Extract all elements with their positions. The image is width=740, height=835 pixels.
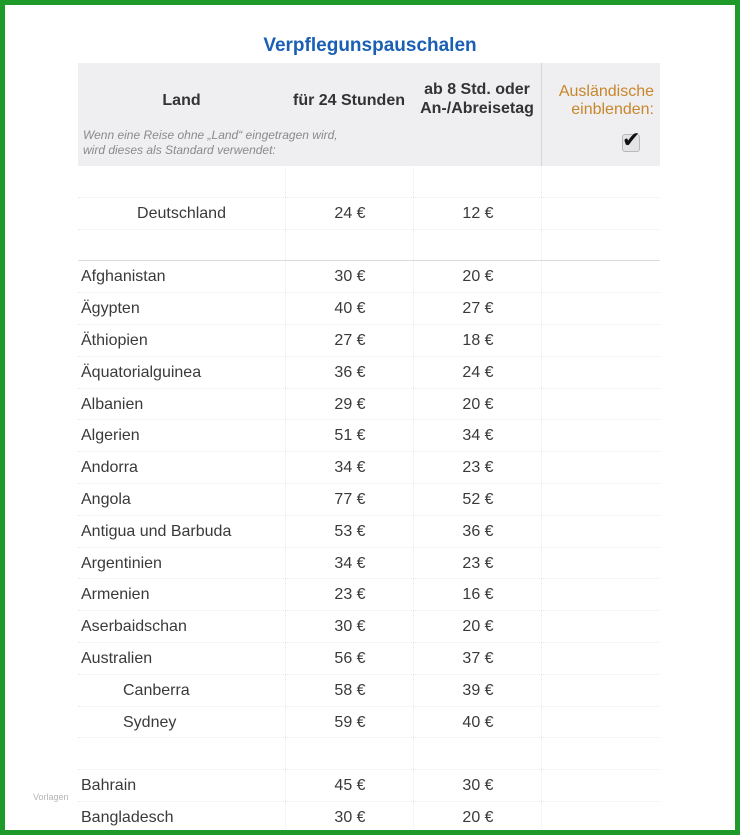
- table-row[interactable]: [78, 261, 660, 293]
- rate-24h: 27 €: [285, 325, 414, 356]
- country-name: [81, 738, 285, 769]
- rate-8h: 36 €: [413, 516, 542, 547]
- extra-cell: [541, 230, 660, 261]
- rate-8h: 16 €: [413, 579, 542, 610]
- rate-8h: [413, 166, 542, 197]
- table-row[interactable]: [78, 420, 660, 452]
- allowance-table: [78, 63, 660, 835]
- rate-8h: 20 €: [413, 802, 542, 833]
- table-row[interactable]: [78, 548, 660, 580]
- rate-24h: 30 €: [285, 611, 414, 642]
- country-name: Antigua und Barbuda: [81, 522, 232, 540]
- country-name: Äthiopien: [81, 331, 148, 349]
- extra-cell: [541, 611, 660, 642]
- table-row[interactable]: [78, 484, 660, 516]
- table-row[interactable]: [78, 325, 660, 357]
- table-row[interactable]: [78, 579, 660, 611]
- rate-24h: 56 €: [285, 643, 414, 674]
- header-24h: für 24 Stunden: [292, 92, 405, 109]
- country-name: Deutschland: [137, 204, 226, 222]
- extra-cell: [541, 198, 660, 229]
- country-name: Andorra: [81, 459, 138, 477]
- extra-cell: [541, 516, 660, 547]
- rate-8h: 12 €: [413, 198, 542, 229]
- foreign-toggle-label: [542, 83, 654, 119]
- header-land: Land: [162, 92, 201, 109]
- extra-cell: [541, 548, 660, 579]
- country-name: Argentinien: [81, 554, 162, 572]
- rate-24h: 34 €: [285, 452, 414, 483]
- table-row[interactable]: [78, 675, 660, 707]
- rate-24h: 53 €: [285, 516, 414, 547]
- extra-cell: [541, 675, 660, 706]
- extra-cell: [541, 325, 660, 356]
- rate-8h: 37 €: [413, 643, 542, 674]
- rate-24h: [285, 738, 414, 769]
- table-row[interactable]: [78, 389, 660, 421]
- foreign-label-line1: Ausländische: [558, 83, 654, 100]
- default-country-note: [83, 128, 383, 158]
- table-row[interactable]: [78, 643, 660, 675]
- rate-8h: 23 €: [413, 452, 542, 483]
- rate-24h: 36 €: [285, 357, 414, 388]
- header-8h: [413, 80, 541, 118]
- rate-24h: 40 €: [285, 293, 414, 324]
- extra-cell: [541, 707, 660, 738]
- country-name: [81, 166, 285, 197]
- table-row[interactable]: [78, 516, 660, 548]
- country-name: Australien: [81, 649, 153, 667]
- rate-8h: 40 €: [413, 707, 542, 738]
- extra-cell: [541, 166, 660, 197]
- extra-cell: [541, 484, 660, 515]
- country-name: Angola: [81, 490, 131, 508]
- rate-24h: 51 €: [285, 420, 414, 451]
- table-row[interactable]: [78, 166, 660, 198]
- rate-24h: 29 €: [285, 389, 414, 420]
- country-name: Armenien: [81, 586, 150, 604]
- table-row[interactable]: [78, 611, 660, 643]
- foreign-toggle-cell: [541, 63, 660, 166]
- rate-8h: [413, 738, 542, 769]
- country-name: Canberra: [123, 681, 190, 699]
- rate-8h: 39 €: [413, 675, 542, 706]
- extra-cell: [541, 452, 660, 483]
- checkmark-icon: ✔: [622, 127, 641, 152]
- rate-24h: 34 €: [285, 548, 414, 579]
- rate-24h: [285, 230, 414, 261]
- country-name: Algerien: [81, 427, 140, 445]
- table-row[interactable]: [78, 357, 660, 389]
- rate-8h: 30 €: [413, 770, 542, 801]
- country-name: Sydney: [123, 713, 177, 731]
- rate-8h: 20 €: [413, 261, 542, 292]
- rate-8h: [413, 230, 542, 261]
- country-name: Afghanistan: [81, 268, 166, 286]
- table-row[interactable]: [78, 293, 660, 325]
- table-row[interactable]: [78, 230, 660, 262]
- table-row[interactable]: [78, 452, 660, 484]
- rate-8h: 24 €: [413, 357, 542, 388]
- rate-24h: 30 €: [285, 261, 414, 292]
- foreign-label-line2: einblenden:: [571, 101, 654, 118]
- rate-24h: 23 €: [285, 579, 414, 610]
- extra-cell: [541, 738, 660, 769]
- show-foreign-checkbox[interactable]: [622, 127, 641, 152]
- rate-24h: 24 €: [285, 198, 414, 229]
- country-name: [81, 230, 285, 261]
- extra-cell: [541, 420, 660, 451]
- rate-8h: 34 €: [413, 420, 542, 451]
- extra-cell: [541, 293, 660, 324]
- extra-cell: [541, 643, 660, 674]
- rate-8h: 27 €: [413, 293, 542, 324]
- extra-cell: [541, 357, 660, 388]
- page-title: Verpflegunspauschalen: [263, 35, 477, 56]
- table-row[interactable]: [78, 738, 660, 770]
- rate-8h: 20 €: [413, 389, 542, 420]
- extra-cell: [541, 579, 660, 610]
- table-row[interactable]: [78, 802, 660, 834]
- extra-cell: [541, 770, 660, 801]
- country-name: Albanien: [81, 395, 144, 413]
- country-name: Bahrain: [81, 777, 137, 795]
- header-8h-line1: ab 8 Std. oder: [424, 81, 530, 98]
- table-row[interactable]: [78, 198, 660, 230]
- table-row[interactable]: [78, 707, 660, 739]
- rate-8h: 18 €: [413, 325, 542, 356]
- extra-cell: [541, 389, 660, 420]
- table-body: [78, 166, 660, 834]
- rate-8h: 52 €: [413, 484, 542, 515]
- extra-cell: [541, 261, 660, 292]
- rate-8h: 20 €: [413, 611, 542, 642]
- rate-24h: 77 €: [285, 484, 414, 515]
- country-name: Aserbaidschan: [81, 618, 187, 636]
- rate-24h: [285, 166, 414, 197]
- rate-24h: 59 €: [285, 707, 414, 738]
- country-name: Bangladesch: [81, 808, 174, 826]
- country-name: Äquatorialguinea: [81, 363, 202, 381]
- rate-24h: 30 €: [285, 802, 414, 833]
- rate-8h: 23 €: [413, 548, 542, 579]
- note-line2: wird dieses als Standard verwendet:: [83, 143, 276, 157]
- table-header: [78, 63, 660, 166]
- note-line1: Wenn eine Reise ohne „Land“ eingetragen wird,: [83, 128, 338, 142]
- header-8h-line2: An-/Abreisetag: [420, 100, 534, 117]
- rate-24h: 58 €: [285, 675, 414, 706]
- watermark: Vorlagen: [33, 792, 69, 802]
- extra-cell: [541, 802, 660, 833]
- country-name: Ägypten: [81, 300, 140, 318]
- rate-24h: 45 €: [285, 770, 414, 801]
- table-row[interactable]: [78, 770, 660, 802]
